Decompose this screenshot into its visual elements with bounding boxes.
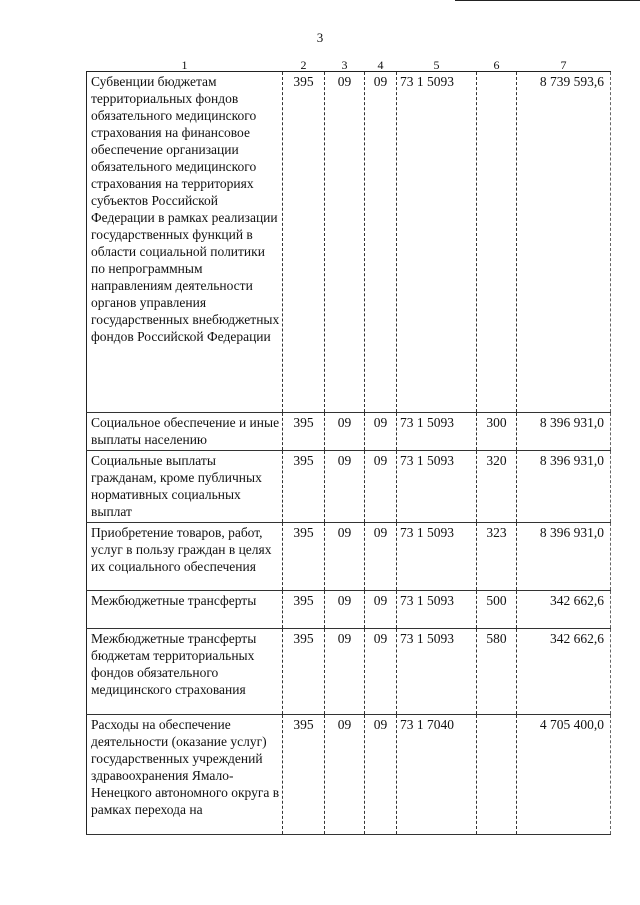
admin-code-cell: [283, 629, 325, 715]
subsection-cell: [365, 413, 397, 451]
expense-type-cell-text: 580: [486, 631, 507, 646]
admin-code-cell-text: 395: [293, 415, 314, 430]
row-name-cell: [87, 451, 283, 523]
amount-cell: [517, 451, 611, 523]
expense-type-cell: [477, 591, 517, 629]
table-row: [87, 591, 611, 629]
section-cell: [325, 451, 365, 523]
section-cell-text: 09: [337, 453, 352, 468]
amount-cell: [517, 523, 611, 591]
admin-code-cell: [283, 413, 325, 451]
column-header: 3: [325, 58, 365, 72]
section-cell: [325, 523, 365, 591]
row-name-cell: [87, 629, 283, 715]
admin-code-cell: [283, 451, 325, 523]
row-name-cell-text: Расходы на обеспечение деятельности (оказание услуг) государственных учреждений здравоохранения Ямало-Ненецкого автономного округа в рамках перехода на: [91, 717, 280, 817]
subsection-cell-text: 09: [373, 74, 388, 89]
row-name-cell-text: Межбюджетные трансферты: [91, 593, 257, 608]
section-cell-text: 09: [337, 525, 352, 540]
row-name-cell: [87, 72, 283, 413]
subsection-cell-text: 09: [373, 453, 388, 468]
column-header: 1: [87, 58, 283, 72]
row-name-cell-text: Субвенции бюджетам территориальных фондов обязательного медицинского страхования на финансовое обеспечение организации обязательного медицинского страхования на территориях субъектов Российской Федерации в рамках реализации государственных функций в области социальной политики по непрограммным направлениям деятельности органов управления государственных внебюджетных фондов Российской Федерации: [91, 74, 280, 344]
expense-type-cell: [477, 715, 517, 835]
expense-type-cell: [477, 72, 517, 413]
subsection-cell: [365, 591, 397, 629]
subsection-cell-text: 09: [373, 717, 388, 732]
row-name-cell-text: Межбюджетные трансферты бюджетам территориальных фондов обязательного медицинского страхования: [91, 631, 257, 697]
admin-code-cell-text: 395: [293, 525, 314, 540]
amount-cell-text: 342 662,6: [550, 593, 604, 608]
row-name-cell: [87, 591, 283, 629]
target-article-cell: [397, 629, 477, 715]
expense-type-cell-text: 320: [486, 453, 507, 468]
admin-code-cell-text: 395: [293, 593, 314, 608]
section-cell-text: 09: [337, 74, 352, 89]
admin-code-cell-text: 395: [293, 453, 314, 468]
row-name-cell-text: Приобретение товаров, работ, услуг в пользу граждан в целях их социального обеспечения: [91, 525, 272, 574]
target-article-cell-text: 73 1 5093: [400, 74, 454, 89]
target-article-cell-text: 73 1 7040: [400, 717, 454, 732]
subsection-cell: [365, 72, 397, 413]
table-row: [87, 629, 611, 715]
table-row: [87, 413, 611, 451]
subsection-cell-text: 09: [373, 525, 388, 540]
amount-cell-text: 8 396 931,0: [539, 525, 604, 540]
subsection-cell-text: 09: [373, 593, 388, 608]
amount-cell: [517, 591, 611, 629]
target-article-cell: [397, 591, 477, 629]
expense-type-cell-text: 500: [486, 593, 507, 608]
subsection-cell: [365, 451, 397, 523]
amount-cell: [517, 629, 611, 715]
section-cell-text: 09: [337, 593, 352, 608]
target-article-cell-text: 73 1 5093: [400, 453, 454, 468]
table-row: [87, 715, 611, 835]
target-article-cell-text: 73 1 5093: [400, 593, 454, 608]
section-cell-text: 09: [337, 631, 352, 646]
subsection-cell-text: 09: [373, 631, 388, 646]
expense-type-cell: [477, 413, 517, 451]
section-cell: [325, 715, 365, 835]
admin-code-cell: [283, 523, 325, 591]
subsection-cell: [365, 715, 397, 835]
amount-cell: [517, 715, 611, 835]
row-name-cell: [87, 715, 283, 835]
row-name-cell-text: Социальное обеспечение и иные выплаты населению: [91, 415, 280, 447]
subsection-cell: [365, 629, 397, 715]
column-header: 6: [477, 58, 517, 72]
amount-cell: [517, 72, 611, 413]
target-article-cell-text: 73 1 5093: [400, 525, 454, 540]
page-number: 3: [316, 30, 324, 45]
admin-code-cell: [283, 591, 325, 629]
expense-type-cell-text: 300: [486, 415, 507, 430]
amount-cell-text: 8 739 593,6: [539, 74, 604, 89]
target-article-cell: [397, 72, 477, 413]
target-article-cell: [397, 523, 477, 591]
target-article-cell-text: 73 1 5093: [400, 631, 454, 646]
subsection-cell: [365, 523, 397, 591]
expense-type-cell-text: 323: [486, 525, 507, 540]
table-row: [87, 523, 611, 591]
admin-code-cell: [283, 715, 325, 835]
budget-table: [86, 58, 611, 835]
row-name-cell: [87, 523, 283, 591]
admin-code-cell: [283, 72, 325, 413]
table-row: [87, 451, 611, 523]
expense-type-cell: [477, 451, 517, 523]
row-name-cell-text: Социальные выплаты гражданам, кроме публичных нормативных социальных выплат: [91, 453, 262, 519]
target-article-cell: [397, 715, 477, 835]
amount-cell-text: 8 396 931,0: [539, 453, 604, 468]
admin-code-cell-text: 395: [293, 717, 314, 732]
table-body: [87, 72, 611, 835]
section-cell: [325, 72, 365, 413]
target-article-cell-text: 73 1 5093: [400, 415, 454, 430]
admin-code-cell-text: 395: [293, 631, 314, 646]
section-cell: [325, 629, 365, 715]
expense-type-cell: [477, 523, 517, 591]
column-header-row: [87, 58, 611, 72]
subsection-cell-text: 09: [373, 415, 388, 430]
amount-cell-text: 8 396 931,0: [539, 415, 604, 430]
column-header: 2: [283, 58, 325, 72]
amount-cell-text: 342 662,6: [550, 631, 604, 646]
amount-cell-text: 4 705 400,0: [539, 717, 604, 732]
amount-cell: [517, 413, 611, 451]
column-header: 7: [517, 58, 611, 72]
section-cell-text: 09: [337, 717, 352, 732]
section-cell: [325, 591, 365, 629]
section-cell: [325, 413, 365, 451]
top-edge-line: [455, 0, 640, 1]
admin-code-cell-text: 395: [293, 74, 314, 89]
row-name-cell: [87, 413, 283, 451]
column-header: 5: [397, 58, 477, 72]
target-article-cell: [397, 451, 477, 523]
column-header: 4: [365, 58, 397, 72]
expense-type-cell: [477, 629, 517, 715]
target-article-cell: [397, 413, 477, 451]
section-cell-text: 09: [337, 415, 352, 430]
table-row: [87, 72, 611, 413]
